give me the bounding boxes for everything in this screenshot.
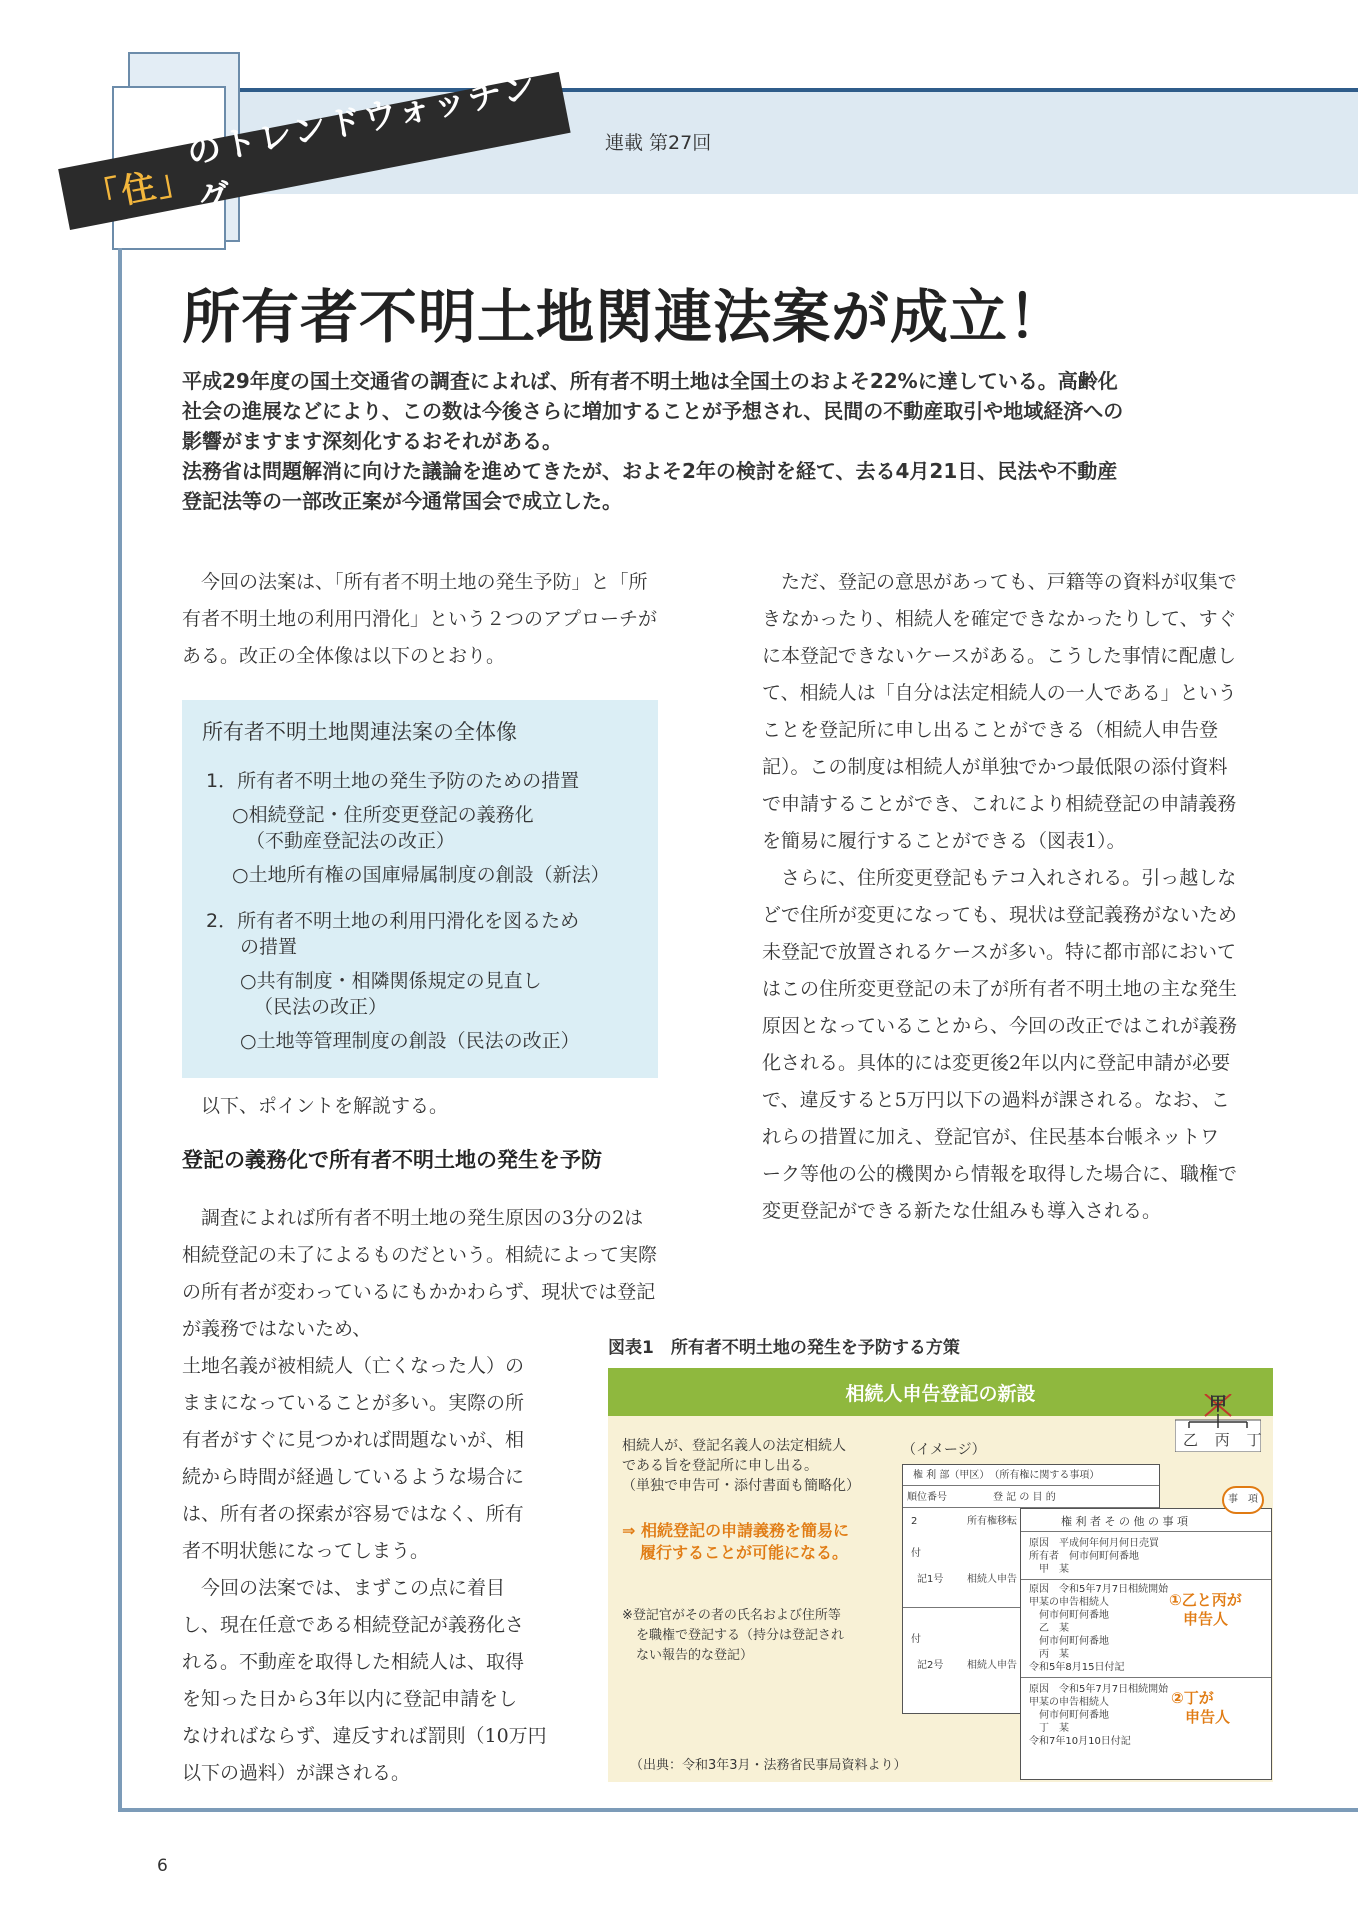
registry-cell: 付 xyxy=(911,1634,921,1645)
callout-2: ②丁が xyxy=(1171,1689,1214,1707)
rights-line: 令和7年10月10日付記 xyxy=(1029,1736,1131,1747)
col2-paragraph: ただ、登記の意思があっても、戸籍等の資料が収集できなかったり、相続人を確定できなかったりして、すぐに本登記できないケースがある。こうした事情に配慮して、相続人は「自分は法定相続人の一人である」ということを登記所に申し出ることができる（相続人申告登記）。この制度は相続人が単独でかつ最低限の添付資料で申請することができ、これにより相続登記の申請義務を簡易に履行することができる（図表1）。 xyxy=(762,571,1237,852)
registry-col: 登 記 の 目 的 xyxy=(993,1492,1056,1503)
rights-line: 何市何町何番地 xyxy=(1029,1610,1109,1621)
registry-rights-table xyxy=(1020,1508,1272,1780)
figure-note: ※登記官がその者の氏名および住所等 xyxy=(622,1608,841,1623)
col1-narrow xyxy=(182,1348,582,1792)
figure-1 xyxy=(608,1368,1273,1782)
registry-cell: 2 xyxy=(911,1516,918,1527)
registry-cell: 記2号 xyxy=(917,1660,944,1671)
figure-desc: 相続人が、登記名義人の法定相続人 xyxy=(622,1438,846,1454)
lead-line: 法務省は問題解消に向けた議論を進めてきたが、およそ2年の検討を経て、去る4月21日、民法や不動産 xyxy=(182,459,1118,483)
jiko-highlight: 事 項 xyxy=(1222,1486,1264,1514)
col1-body-text: 調査によれば所有者不明土地の発生原因の3分の2は相続登記の未了によるものだという。相続によって実際の所有者が変わっているにもかかわらず、現状では登記が義務ではないため、 xyxy=(182,1207,658,1340)
registry-cell: 記1号 xyxy=(917,1574,944,1585)
section-subhead: 登記の義務化で所有者不明土地の発生を予防 xyxy=(182,1148,602,1172)
callout-2b: 申告人 xyxy=(1185,1708,1231,1726)
col1-line: 土地名義が被相続人（亡くなった人）の xyxy=(182,1355,525,1377)
rights-line: 原因 令和5年7月7日相続開始 xyxy=(1029,1684,1169,1695)
col1-line: を知った日から3年以内に登記申請をし xyxy=(182,1688,518,1710)
col1-line: 今回の法案では、まずこの点に着目 xyxy=(182,1577,506,1599)
overview-item: ○土地等管理制度の創設（民法の改正） xyxy=(240,1030,580,1052)
rights-line: 原因 平成何年何月何日売買 xyxy=(1029,1538,1159,1549)
overview-item: 2．所有者不明土地の利用円滑化を図るため xyxy=(206,910,580,932)
rights-head: 権 利 者 そ の 他 の 事 項 xyxy=(1061,1515,1188,1528)
col1-line: なければならず、違反すれば罰則（10万円 xyxy=(182,1725,547,1747)
figure-note: を職権で登記する（持分は登記され xyxy=(636,1628,845,1643)
col1-intro xyxy=(182,564,658,675)
lead-line: 平成29年度の国土交通省の調査によれば、所有者不明土地は全国土のおよそ22%に達している。高齢化 xyxy=(182,369,1118,393)
banner-text: のトレンドウォッチング xyxy=(183,66,542,222)
series-number: 連載 第27回 xyxy=(605,132,712,154)
figure-desc: である旨を登記所に申し出る。 xyxy=(622,1458,818,1474)
overview-item: 1．所有者不明土地の発生予防のための措置 xyxy=(206,770,580,792)
overview-item: （民法の改正） xyxy=(254,996,388,1018)
col2-paragraph: さらに、住所変更登記もテコ入れされる。引っ越しなどで住所が変更になっても、現状は登記義務がないため未登記で放置されるケースが多い。特に都市部においてはこの住所変更登記の未了が所有者不明土地の主な発生原因となっていることから、今回の改正ではこれが義務化される。具体的には変更後2年以内に登記申請が必要で、違反すると5万円以下の過料が課される。なお、これらの措置に加え、登記官が、住民基本台帳ネットワーク等他の公的機関から情報を取得した場合に、職権で変更登記ができる新たな仕組みも導入される。 xyxy=(762,867,1238,1222)
overview-item: （不動産登記法の改正） xyxy=(246,830,456,852)
col1-line: れる。不動産を取得した相続人は、取得 xyxy=(182,1651,525,1673)
family-bottom: 乙 丙 丁 xyxy=(1183,1431,1268,1449)
col2-body xyxy=(762,564,1238,1230)
col1-line: 者不明状態になってしまう。 xyxy=(182,1540,430,1562)
col1-line: ままになっていることが多い。実際の所 xyxy=(182,1392,525,1414)
rights-line: 甲某の申告相続人 xyxy=(1029,1697,1109,1708)
col1-after xyxy=(182,1088,658,1125)
lead-line: 登記法等の一部改正案が今通常国会で成立した。 xyxy=(182,489,622,513)
figure-arrow-text: ⇒ 相続登記の申請義務を簡易に xyxy=(622,1521,849,1540)
registry-col: 順位番号 xyxy=(907,1492,947,1503)
overview-item: ○土地所有権の国庫帰属制度の創設（新法） xyxy=(232,864,610,886)
figure-title: 図表1 所有者不明土地の発生を予防する方策 xyxy=(608,1338,960,1358)
overview-item: の措置 xyxy=(240,936,298,958)
col1-line: し、現在任意である相続登記が義務化さ xyxy=(182,1614,525,1636)
overview-box-title: 所有者不明土地関連法案の全体像 xyxy=(202,720,517,744)
callout-1b: 申告人 xyxy=(1183,1610,1229,1628)
rights-line: 丁 某 xyxy=(1029,1723,1069,1734)
page-number: 6 xyxy=(157,1856,168,1876)
registry-head: 権 利 部（甲区） （所有権に関する事項） xyxy=(913,1470,1100,1481)
figure-source: （出典：令和3年3月・法務省民事局資料より） xyxy=(630,1758,907,1773)
lead-paragraph xyxy=(182,366,1242,516)
banner-quote: 「住」 xyxy=(82,158,197,219)
rights-line: 甲某の申告相続人 xyxy=(1029,1597,1109,1608)
overview-item: ○相続登記・住所変更登記の義務化 xyxy=(232,804,534,826)
rights-line: 何市何町何番地 xyxy=(1029,1636,1109,1647)
callout-1: ①乙と丙が xyxy=(1169,1591,1242,1609)
col1-line: 続から時間が経過しているような場合に xyxy=(182,1466,525,1488)
col1-body xyxy=(182,1200,658,1348)
overview-box xyxy=(182,700,658,1078)
col1-intro-text: 今回の法案は、「所有者不明土地の発生予防」と「所有者不明土地の利用円滑化」という２つのアプローチがある。改正の全体像は以下のとおり。 xyxy=(182,571,658,667)
registry-cell: 相続人申告 xyxy=(967,1660,1017,1671)
lead-line: 影響がますます深刻化するおそれがある。 xyxy=(182,429,562,453)
rights-line: 何市何町何番地 xyxy=(1029,1710,1109,1721)
col1-after-text: 以下、ポイントを解説する。 xyxy=(201,1095,449,1117)
rights-line: 乙 某 xyxy=(1029,1623,1069,1634)
col1-line: 以下の過料）が課される。 xyxy=(182,1762,411,1784)
registry-cell: 付 xyxy=(911,1548,921,1559)
col1-line: 有者がすぐに見つかれば問題ないが、相 xyxy=(182,1429,525,1451)
bottom-rule xyxy=(118,1808,1358,1812)
rights-line: 甲 某 xyxy=(1029,1564,1069,1575)
col1-line: は、所有者の探索が容易ではなく、所有 xyxy=(182,1503,524,1525)
registry-cell: 相続人申告 xyxy=(967,1574,1017,1585)
family-top: 甲 xyxy=(1209,1394,1227,1415)
figure-image-label: （イメージ） xyxy=(902,1442,986,1458)
page-title: 所有者不明土地関連法案が成立！ xyxy=(182,283,1068,351)
figure-desc: （単独で申告可・添付書面も簡略化） xyxy=(622,1478,860,1494)
rights-line: 所有者 何市何町何番地 xyxy=(1029,1551,1139,1562)
figure-head: 相続人申告登記の新設 xyxy=(608,1368,1273,1416)
registry-cell: 所有権移転 xyxy=(967,1516,1017,1527)
overview-item: ○共有制度・相隣関係規定の見直し xyxy=(240,970,542,992)
figure-note: ない報告的な登記） xyxy=(636,1648,754,1663)
left-rule xyxy=(118,248,122,1808)
rights-line: 丙 某 xyxy=(1029,1649,1069,1660)
lead-line: 社会の進展などにより、この数は今後さらに増加することが予想され、民間の不動産取引や地域経済への xyxy=(182,399,1124,423)
rights-line: 令和5年8月15日付記 xyxy=(1029,1662,1125,1673)
figure-arrow-text: 履行することが可能になる。 xyxy=(640,1543,849,1562)
family-tree-icon xyxy=(1175,1394,1268,1449)
rights-line: 原因 令和5年7月7日相続開始 xyxy=(1029,1584,1169,1595)
